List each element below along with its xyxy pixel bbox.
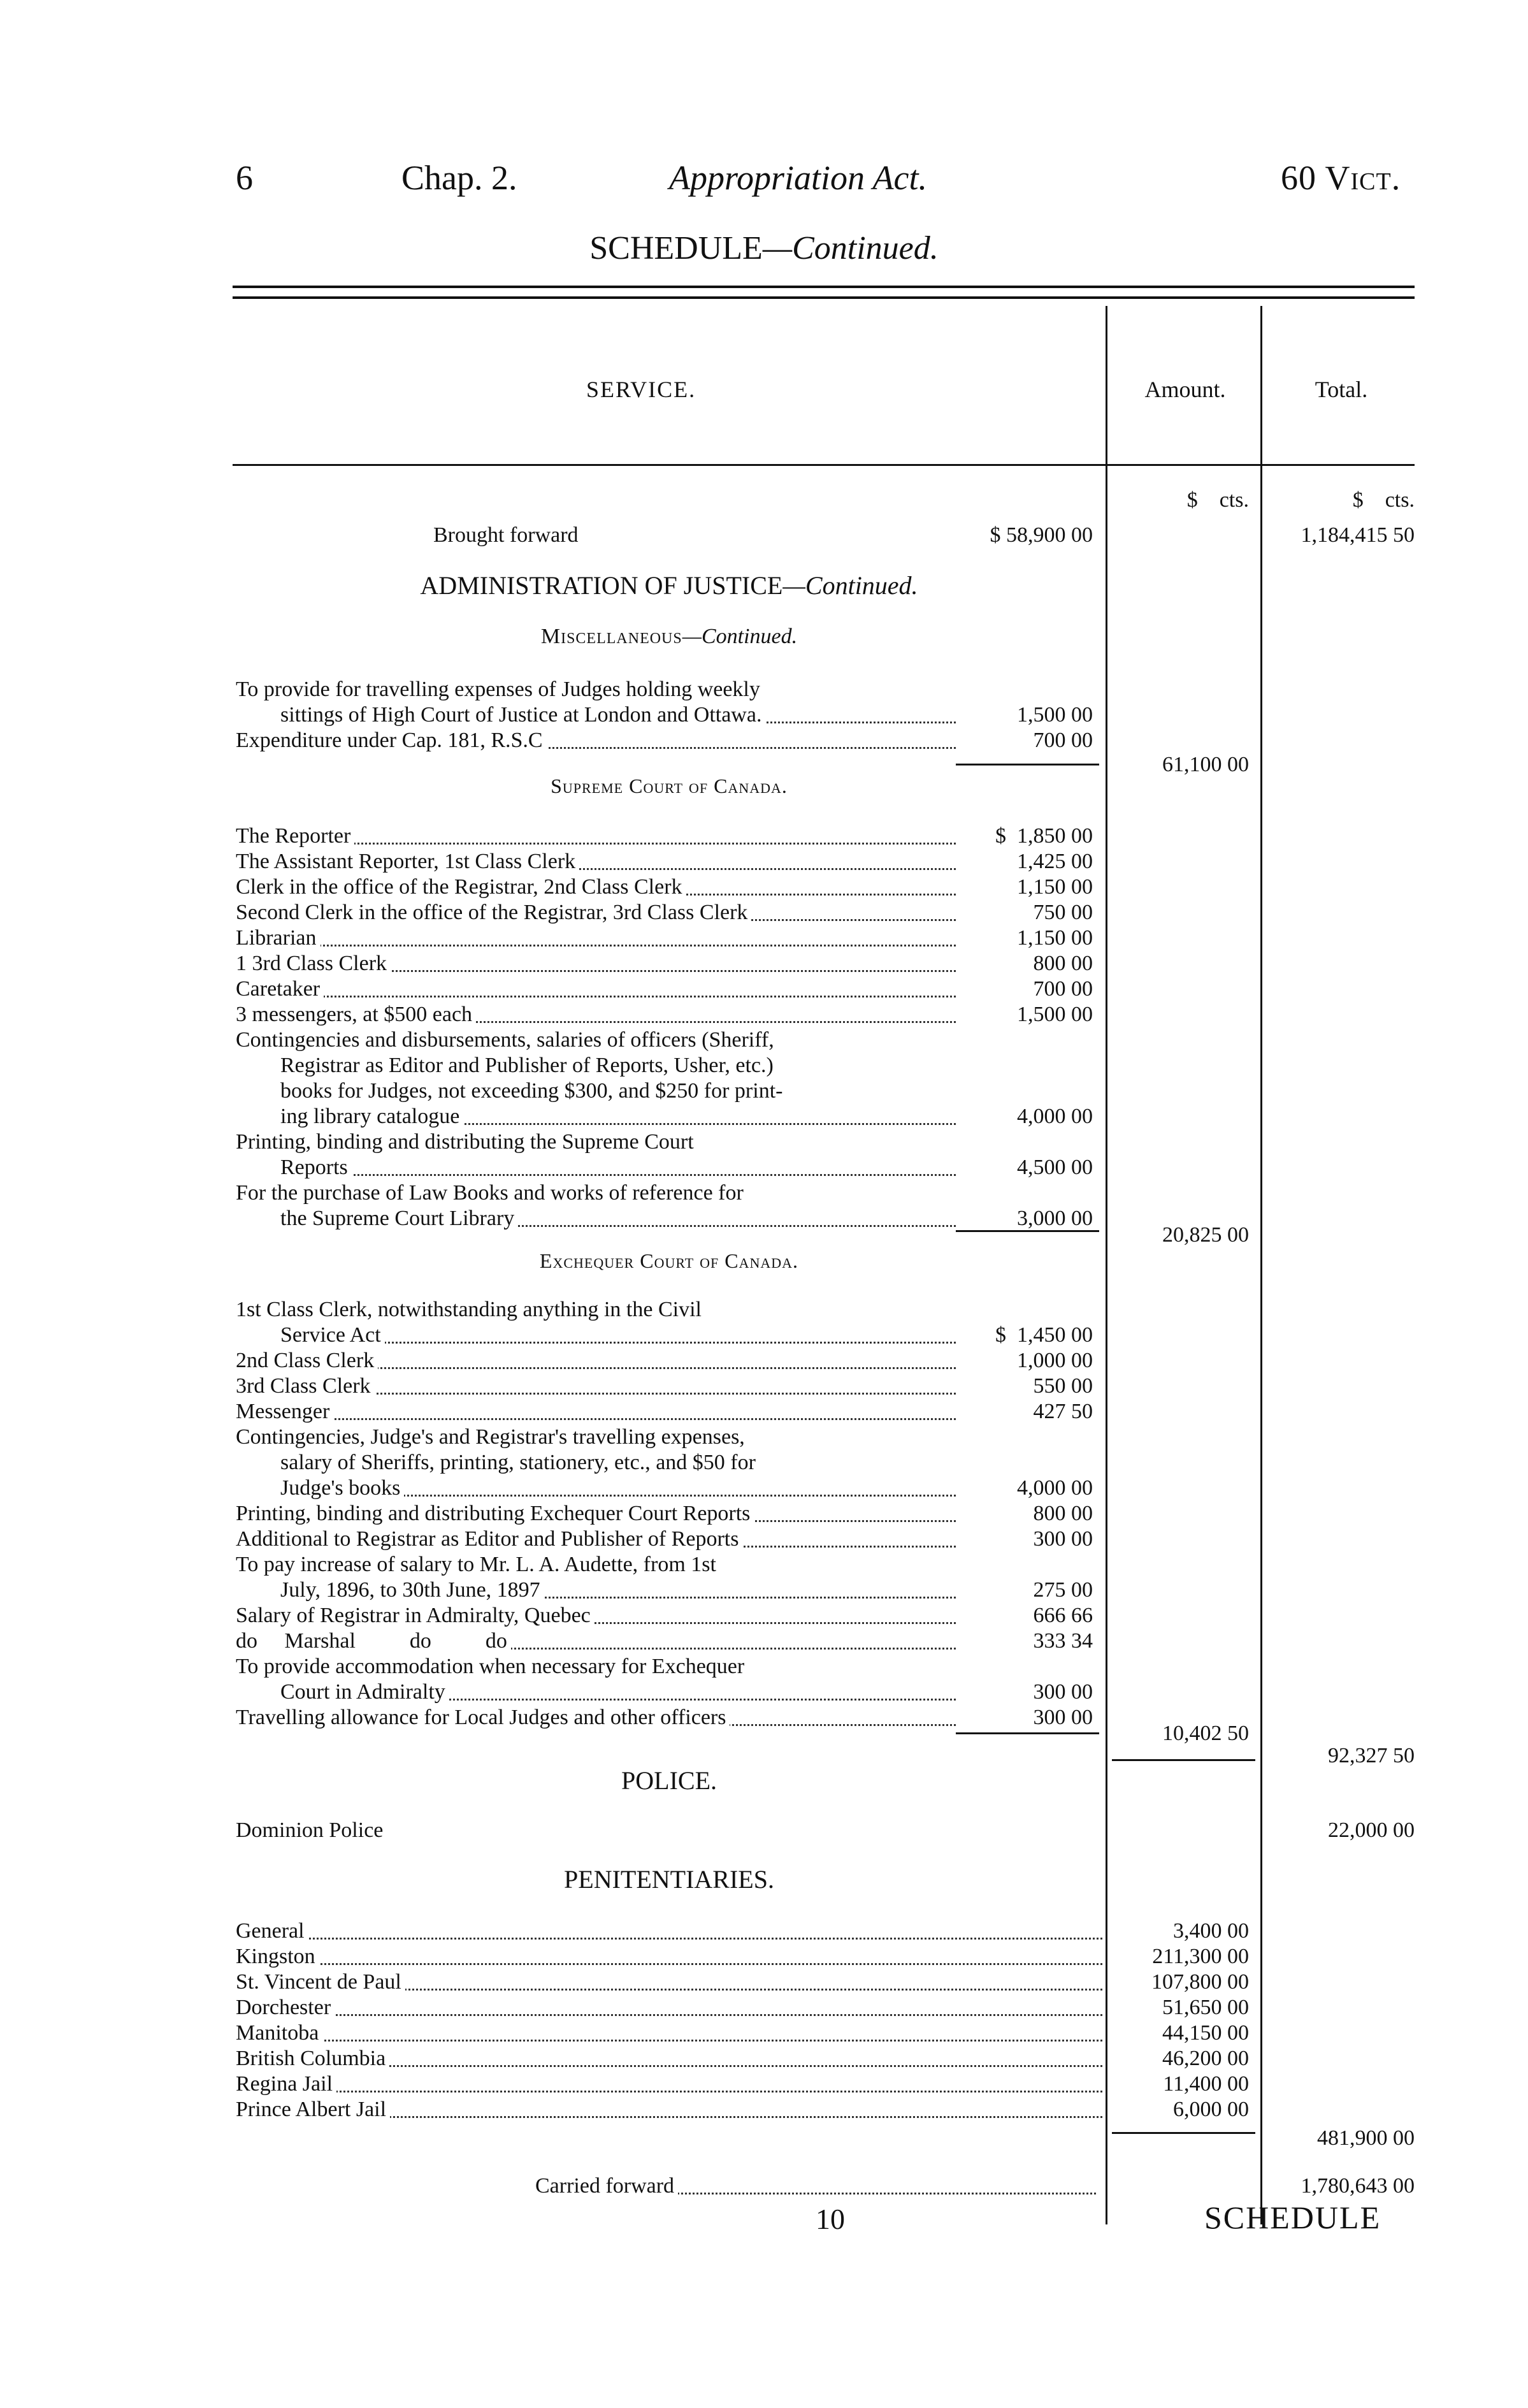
catchword: SCHEDULE — [1204, 2200, 1381, 2235]
item-text: Registrar as Editor and Publisher of Reports, Usher, etc.) — [236, 1053, 777, 1078]
item-text: Second Clerk in the office of the Registrar, 3rd Class Clerk — [236, 900, 751, 925]
item-value: 6,000 00 — [1173, 2098, 1249, 2121]
total-column-rule — [1260, 306, 1262, 2224]
item-value: $ 1,450 00 — [995, 1323, 1093, 1347]
penitentiary-item-row — [236, 2097, 1102, 2122]
item-value: 4,000 00 — [1017, 1105, 1093, 1128]
total-units: $ cts. — [1352, 488, 1415, 512]
item-value: 800 00 — [1033, 952, 1093, 975]
administration-heading: ADMINISTRATION OF JUSTICE—Continued. — [420, 571, 918, 600]
item-text: Expenditure under Cap. 181, R.S.C — [236, 728, 547, 753]
supreme-item-row — [236, 823, 956, 849]
exchequer-item-row — [236, 1628, 956, 1654]
amount-column-rule — [1106, 306, 1107, 2224]
schedule-continued: —Continued. — [762, 230, 939, 266]
supreme-item-row — [236, 1206, 956, 1231]
penitentiaries-heading: PENITENTIARIES. — [564, 1865, 774, 1894]
column-header-rule — [233, 464, 1415, 466]
item-text: To provide for travelling expenses of Judges holding weekly — [236, 677, 764, 702]
item-value: 750 00 — [1033, 901, 1093, 924]
item-value: 333 34 — [1033, 1629, 1093, 1653]
penitentiary-item-row — [236, 1918, 1102, 1944]
exchequer-item-row — [236, 1705, 956, 1730]
item-text: To pay increase of salary to Mr. L. A. Audette, from 1st — [236, 1552, 720, 1578]
exchequer-item-row — [236, 1374, 956, 1399]
item-value: 3,400 00 — [1173, 1919, 1249, 1943]
brought-forward-total: 1,184,415 50 — [1301, 523, 1415, 547]
signature-mark: 10 — [816, 2203, 845, 2235]
regnal-year: 60 Vict. — [1281, 159, 1401, 197]
penitentiary-item-row — [236, 2020, 1102, 2046]
penitentiary-item-row — [236, 1969, 1102, 1995]
item-text: Manitoba — [236, 2020, 322, 2046]
schedule-title: SCHEDULE — [589, 230, 763, 266]
supreme-item-row — [236, 1002, 956, 1027]
exchequer-item-row — [236, 1603, 956, 1628]
item-value: 4,000 00 — [1017, 1476, 1093, 1500]
exchequer-item-row — [236, 1501, 956, 1527]
item-value: 300 00 — [1033, 1527, 1093, 1551]
item-value: 44,150 00 — [1162, 2021, 1249, 2045]
item-value: 700 00 — [1033, 977, 1093, 1001]
item-value: 300 00 — [1033, 1706, 1093, 1729]
item-value: 1,150 00 — [1017, 875, 1093, 899]
item-value: 46,200 00 — [1162, 2047, 1249, 2070]
item-value: 275 00 — [1033, 1578, 1093, 1602]
item-text: Librarian — [236, 925, 321, 951]
penitentiaries-total: 481,900 00 — [1317, 2126, 1415, 2150]
brought-forward-left-value: $ 58,900 00 — [990, 523, 1093, 547]
item-text: The Reporter — [236, 823, 354, 849]
miscellaneous-heading: Miscellaneous—Continued. — [540, 625, 798, 648]
item-text: 3rd Class Clerk — [236, 1374, 375, 1399]
exchequer-item-row — [236, 1578, 956, 1603]
supreme-item-row — [236, 925, 956, 951]
item-text: Travelling allowance for Local Judges and other officers — [236, 1705, 730, 1730]
item-value: 800 00 — [1033, 1502, 1093, 1525]
item-text: To provide accommodation when necessary for Exchequer — [236, 1654, 748, 1679]
item-value: 700 00 — [1033, 729, 1093, 752]
item-text: Service Act — [236, 1323, 385, 1348]
item-value: 427 50 — [1033, 1400, 1093, 1423]
item-text: The Assistant Reporter, 1st Class Clerk — [236, 849, 579, 874]
amount-units: $ cts. — [1186, 488, 1249, 512]
item-text: salary of Sheriffs, printing, stationery, etc., and $50 for — [236, 1450, 760, 1476]
item-text: sittings of High Court of Justice at London and Ottawa. — [236, 702, 765, 728]
supreme-item-row — [236, 1027, 956, 1053]
misc-amount: 61,100 00 — [1162, 753, 1249, 776]
item-text: Caretaker — [236, 976, 324, 1002]
supreme-item-row — [236, 951, 956, 976]
admin-total-rule — [1112, 1759, 1255, 1761]
exchequer-court-heading: Exchequer Court of Canada. — [539, 1249, 799, 1272]
service-column-header: SERVICE. — [586, 377, 696, 402]
item-text: 1 3rd Class Clerk — [236, 951, 391, 976]
chapter-label: Chap. 2. — [401, 159, 517, 197]
supreme-item-row — [236, 1104, 956, 1129]
item-text: books for Judges, not exceeding $300, and $250 for print- — [236, 1078, 786, 1104]
penitentiary-item-row — [236, 1944, 1102, 1969]
misc-item-row — [236, 728, 956, 753]
item-text: 1st Class Clerk, notwithstanding anything in the Civil — [236, 1297, 705, 1323]
item-value: 666 66 — [1033, 1604, 1093, 1627]
carried-forward-total: 1,780,643 00 — [1301, 2174, 1415, 2198]
item-text: For the purchase of Law Books and works of reference for — [236, 1180, 747, 1206]
schedule-heading — [0, 229, 1528, 267]
exchequer-item-row — [236, 1476, 956, 1501]
item-text: Printing, binding and distributing the Supreme Court — [236, 1129, 698, 1155]
item-value: 1,000 00 — [1017, 1349, 1093, 1372]
exchequer-amount: 10,402 50 — [1162, 1722, 1249, 1745]
supreme-court-heading: Supreme Court of Canada. — [551, 774, 788, 797]
item-text: Salary of Registrar in Admiralty, Quebec — [236, 1603, 595, 1628]
item-text: Dorchester — [236, 1995, 335, 2020]
exchequer-item-row — [236, 1552, 956, 1578]
item-text: Messenger — [236, 1399, 333, 1425]
penitentiary-item-row — [236, 2046, 1102, 2071]
item-text: Judge's books — [236, 1476, 404, 1501]
pen-subtotal-rule — [1112, 2132, 1255, 2134]
item-value: 1,500 00 — [1017, 1003, 1093, 1026]
exchequer-item-row — [236, 1297, 956, 1323]
item-text: St. Vincent de Paul — [236, 1969, 405, 1995]
police-total: 22,000 00 — [1328, 1818, 1415, 1842]
item-text: Court in Admiralty — [236, 1679, 449, 1705]
item-value: 11,400 00 — [1163, 2072, 1249, 2096]
item-value: 3,000 00 — [1017, 1207, 1093, 1230]
supreme-amount: 20,825 00 — [1162, 1223, 1249, 1247]
item-text: Clerk in the office of the Registrar, 2nd Class Clerk — [236, 874, 686, 900]
item-text: Contingencies and disbursements, salaries of officers (Sheriff, — [236, 1027, 778, 1053]
misc-item-row — [236, 702, 956, 728]
police-row — [236, 1818, 1102, 1843]
item-text: July, 1896, to 30th June, 1897 — [236, 1578, 544, 1603]
exchequer-item-row — [236, 1654, 956, 1679]
item-text: do Marshal do do — [236, 1628, 511, 1654]
exchequer-subtotal-rule — [956, 1732, 1099, 1734]
police-heading: POLICE. — [621, 1766, 717, 1795]
item-text: ing library catalogue — [236, 1104, 463, 1129]
item-value: 1,500 00 — [1017, 703, 1093, 727]
top-rule-1 — [233, 286, 1415, 288]
item-text: Printing, binding and distributing Exchequer Court Reports — [236, 1501, 754, 1527]
penitentiary-item-row — [236, 1995, 1102, 2020]
item-value: 211,300 00 — [1152, 1945, 1249, 1968]
exchequer-item-row — [236, 1450, 956, 1476]
item-value: 107,800 00 — [1151, 1970, 1249, 1994]
misc-subtotal-rule — [956, 764, 1099, 765]
exchequer-item-row — [236, 1527, 956, 1552]
brought-forward-row — [433, 523, 943, 548]
misc-item-row — [236, 677, 956, 702]
item-value: 1,150 00 — [1017, 926, 1093, 950]
amount-column-header: Amount. — [1144, 377, 1226, 402]
penitentiary-item-row — [236, 2071, 1102, 2097]
supreme-item-row — [236, 849, 956, 874]
item-text: 3 messengers, at $500 each — [236, 1002, 476, 1027]
page-number: 6 — [236, 159, 253, 197]
supreme-item-row — [236, 1155, 956, 1180]
act-title: Appropriation Act. — [669, 159, 927, 197]
item-value: $ 1,850 00 — [995, 824, 1093, 848]
item-text: Contingencies, Judge's and Registrar's travelling expenses, — [236, 1425, 749, 1450]
supreme-item-row — [236, 874, 956, 900]
supreme-item-row — [236, 1078, 956, 1104]
exchequer-item-row — [236, 1323, 956, 1348]
exchequer-item-row — [236, 1348, 956, 1374]
item-value: 51,650 00 — [1162, 1996, 1249, 2019]
item-value: 300 00 — [1033, 1680, 1093, 1704]
exchequer-item-row — [236, 1679, 956, 1705]
supreme-item-row — [236, 1053, 956, 1078]
item-value: 550 00 — [1033, 1374, 1093, 1398]
item-text: Additional to Registrar as Editor and Publisher of Reports — [236, 1527, 742, 1552]
carried-forward-label: Carried forward — [535, 2173, 678, 2199]
total-column-header: Total. — [1315, 377, 1368, 402]
item-text: the Supreme Court Library — [236, 1206, 518, 1231]
supreme-item-row — [236, 900, 956, 925]
item-text: Regina Jail — [236, 2071, 336, 2097]
administration-total: 92,327 50 — [1328, 1744, 1415, 1767]
police-label: Dominion Police — [236, 1818, 1102, 1843]
item-value: 1,425 00 — [1017, 850, 1093, 873]
supreme-subtotal-rule — [956, 1230, 1099, 1232]
item-text: British Columbia — [236, 2046, 389, 2071]
item-text: Kingston — [236, 1944, 319, 1969]
item-text: Reports — [236, 1155, 352, 1180]
top-rule-2 — [233, 296, 1415, 299]
item-text: General — [236, 1918, 308, 1944]
exchequer-item-row — [236, 1425, 956, 1450]
supreme-item-row — [236, 1129, 956, 1155]
item-text: Prince Albert Jail — [236, 2097, 390, 2122]
carried-forward-row — [535, 2173, 1096, 2199]
exchequer-item-row — [236, 1399, 956, 1425]
brought-forward-label: Brought forward — [433, 523, 579, 547]
supreme-item-row — [236, 976, 956, 1002]
item-text: 2nd Class Clerk — [236, 1348, 378, 1374]
supreme-item-row — [236, 1180, 956, 1206]
item-value: 4,500 00 — [1017, 1156, 1093, 1179]
